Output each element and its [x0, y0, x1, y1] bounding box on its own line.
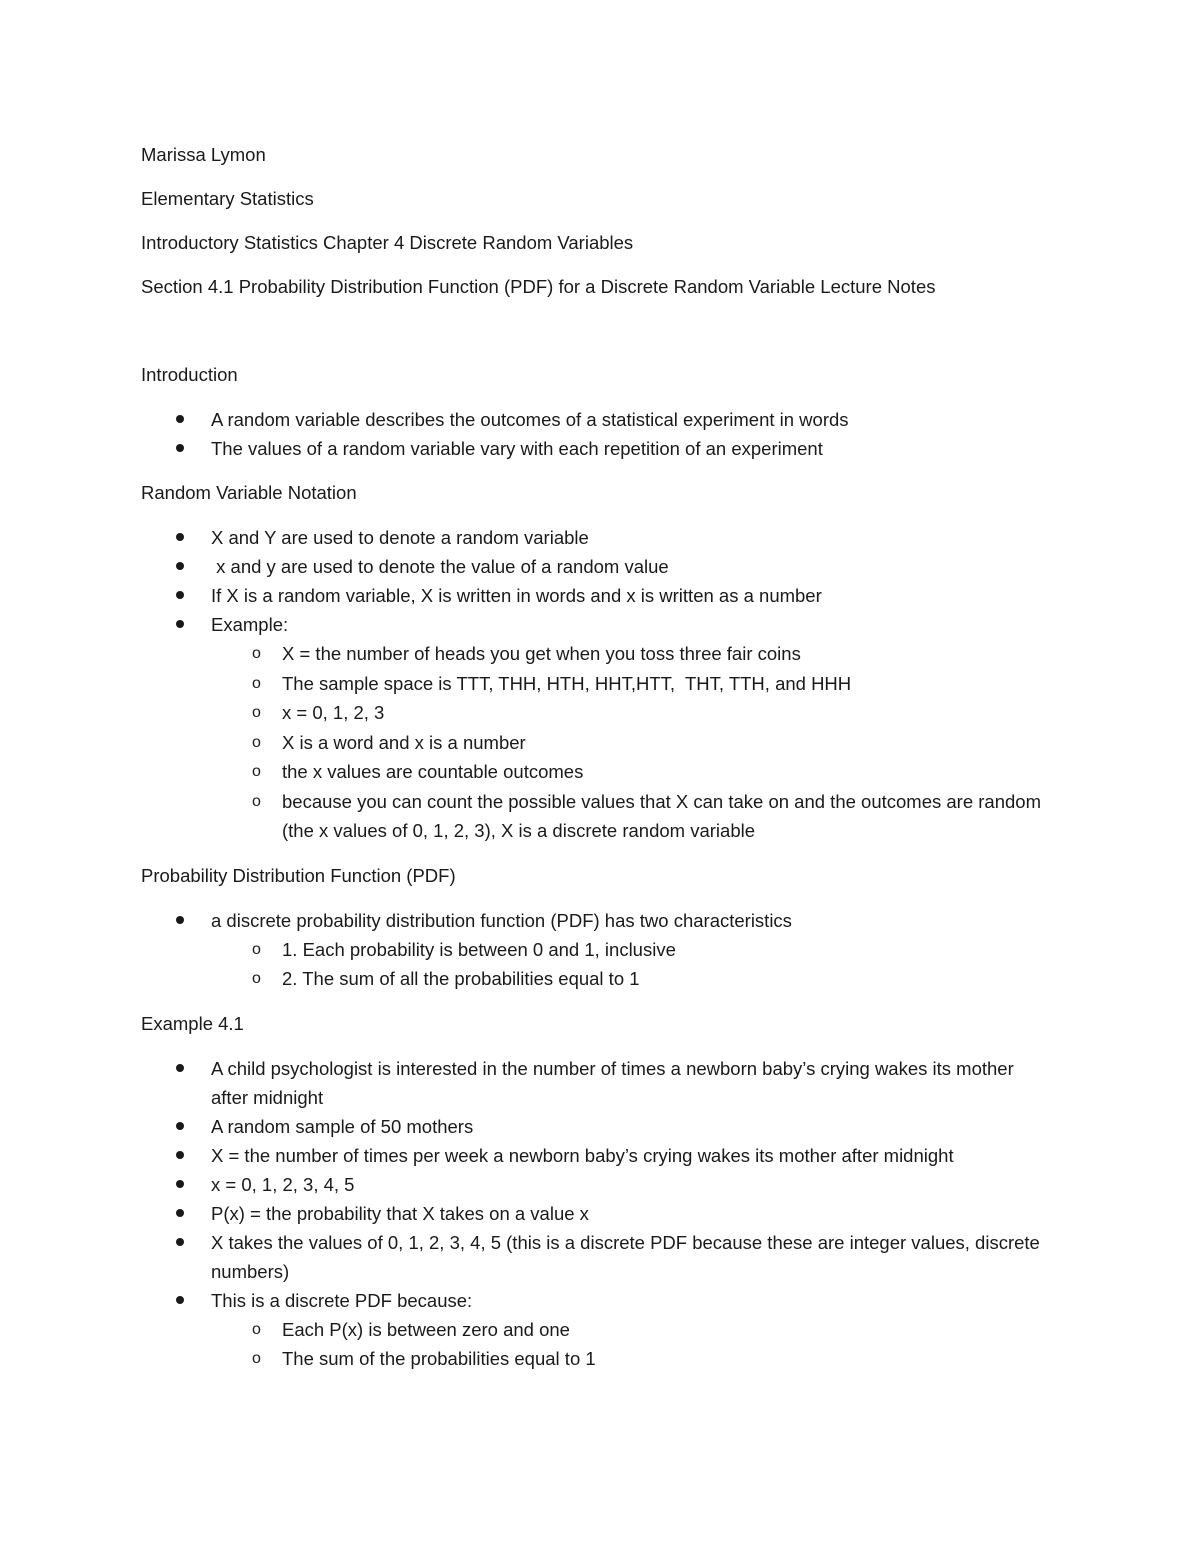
sub-list-item: o Each P(x) is between zero and one	[211, 1315, 1041, 1345]
sub-list-item: o x = 0, 1, 2, 3	[211, 698, 1041, 728]
circle-bullet-icon: o	[252, 792, 261, 810]
list-item: a discrete probability distribution function (PDF) has two characteristics o 1. Each probability is between 0 and 1, inclusive o 2. The sum of all the probabilities equal to 1	[141, 906, 1041, 994]
circle-bullet-icon: o	[252, 733, 261, 751]
sub-list-item: o The sample space is TTT, THH, HTH, HHT,HTT, THT, TTH, and HHH	[211, 669, 1041, 699]
heading-introduction: Introduction	[141, 364, 238, 385]
circle-bullet-icon: o	[252, 1320, 261, 1338]
bullet-icon	[176, 1064, 184, 1072]
bullet-icon	[176, 1180, 184, 1188]
chapter-title: Introductory Statistics Chapter 4 Discrete Random Variables	[141, 232, 634, 253]
bullet-icon	[176, 1296, 184, 1304]
bullet-icon	[176, 1151, 184, 1159]
introduction-list	[141, 405, 1041, 463]
document-header	[141, 142, 1101, 318]
section-title: Section 4.1 Probability Distribution Function (PDF) for a Discrete Random Variable Lecture Notes	[141, 276, 936, 297]
list-item: X = the number of times per week a newborn baby’s crying wakes its mother after midnight	[141, 1141, 1041, 1170]
list-item: If X is a random variable, X is written in words and x is written as a number	[141, 581, 1041, 610]
bullet-icon	[176, 916, 184, 924]
example-list	[141, 1054, 1041, 1374]
list-item: The values of a random variable vary with each repetition of an experiment	[141, 434, 1041, 463]
circle-bullet-icon: o	[252, 674, 261, 692]
sub-list-item: o X is a word and x is a number	[211, 728, 1041, 758]
circle-bullet-icon: o	[252, 1350, 261, 1367]
bullet-icon	[176, 415, 184, 423]
sub-list-item: o X = the number of heads you get when you toss three fair coins	[211, 639, 1041, 669]
bullet-icon	[176, 1122, 184, 1130]
circle-bullet-icon: o	[252, 763, 261, 780]
circle-bullet-icon: o	[252, 940, 261, 958]
list-item: A child psychologist is interested in the number of times a newborn baby’s crying wakes its mother after midnight	[141, 1054, 1041, 1112]
heading-example: Example 4.1	[141, 1012, 244, 1034]
list-item: A random sample of 50 mothers	[141, 1112, 1041, 1141]
bullet-icon	[176, 620, 184, 628]
list-item: x and y are used to denote the value of a random value	[141, 552, 1041, 581]
course-name: Elementary Statistics	[141, 188, 314, 209]
list-item: P(x) = the probability that X takes on a value x	[141, 1199, 1041, 1228]
list-item: X takes the values of 0, 1, 2, 3, 4, 5 (this is a discrete PDF because these are integer values, discrete numbers)	[141, 1228, 1041, 1286]
bullet-icon	[176, 533, 184, 541]
example-sublist	[211, 639, 1041, 846]
sub-list-item: o 1. Each probability is between 0 and 1, inclusive	[211, 935, 1041, 965]
list-item: x = 0, 1, 2, 3, 4, 5	[141, 1170, 1041, 1199]
sub-list-item: o The sum of the probabilities equal to 1	[211, 1344, 1041, 1374]
list-item: A random variable describes the outcomes of a statistical experiment in words	[141, 405, 1041, 434]
notation-list	[141, 523, 1041, 846]
bullet-icon	[176, 1209, 184, 1217]
list-item: X and Y are used to denote a random variable	[141, 523, 1041, 552]
bullet-icon	[176, 1238, 184, 1246]
example-pdf-sublist	[211, 1315, 1041, 1374]
sub-list-item: o the x values are countable outcomes	[211, 757, 1041, 787]
document-body	[141, 362, 1041, 1391]
list-item: Example: o X = the number of heads you get when you toss three fair coins o The sample space is TTT, THH, HTH, HHT,HTT, THT, TTH, and HHH o x = 0, 1, 2, 3 o X is a word and x is a number o the x values are countable outcomes o because you can count the possible values that X can take on and the outcomes are random (the x values of 0, 1, 2, 3), X is a discrete random variable	[141, 610, 1041, 846]
list-item: This is a discrete PDF because: o Each P(x) is between zero and one o The sum of the probabilities equal to 1	[141, 1286, 1041, 1374]
sub-list-item: o 2. The sum of all the probabilities equal to 1	[211, 964, 1041, 994]
bullet-icon	[176, 562, 184, 570]
heading-notation: Random Variable Notation	[141, 482, 357, 503]
bullet-icon	[176, 591, 184, 599]
pdf-sublist	[211, 935, 1041, 994]
circle-bullet-icon: o	[252, 970, 261, 987]
circle-bullet-icon: o	[252, 645, 261, 662]
circle-bullet-icon: o	[252, 704, 261, 721]
bullet-icon	[176, 444, 184, 452]
heading-pdf: Probability Distribution Function (PDF)	[141, 864, 456, 886]
pdf-list	[141, 906, 1041, 994]
sub-list-item: o because you can count the possible values that X can take on and the outcomes are random (the x values of 0, 1, 2, 3), X is a discrete random variable	[211, 787, 1041, 846]
author-name: Marissa Lymon	[141, 144, 266, 165]
